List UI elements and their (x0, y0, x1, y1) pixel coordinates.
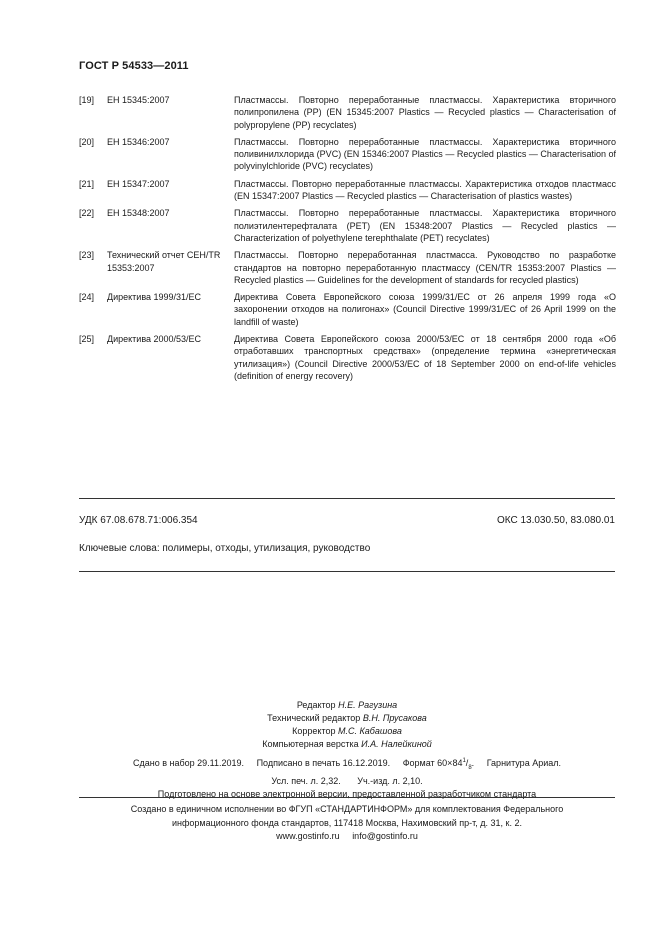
entry-code: Технический отчет СЕН/TR 15353:2007 (107, 250, 221, 273)
entry-code: ЕН 15347:2007 (107, 178, 170, 189)
credit-role: Технический редактор (267, 713, 361, 723)
entry-title: Пластмассы. Повторно переработанные пластмассы. Характеристика вторичного полиэтилентерефталата (PET) (EN 15348:2007 Plastics — Recycled plastics — Characterization of polyethylene terephthalate (PET) recyclates) (234, 208, 616, 243)
credit-role: Корректор (292, 726, 336, 736)
format-denominator: 8 (468, 764, 472, 771)
bibliography-entry (79, 291, 616, 328)
keywords-value: полимеры, отходы, утилизация, руководство (162, 543, 371, 554)
entry-number: [25] (79, 334, 95, 345)
entry-code: Директива 2000/53/ЕС (107, 334, 202, 345)
typeface: Гарнитура Ариал. (486, 758, 561, 768)
credit-name: И.А. Налейкиной (361, 739, 432, 749)
bibliography-entry (79, 94, 616, 131)
bibliography-entry (79, 249, 616, 286)
credit-line (79, 699, 615, 712)
entry-number: [20] (79, 136, 95, 147)
signed-date: Подписано в печать 16.12.2019. (256, 758, 391, 768)
entry-number: [22] (79, 208, 95, 219)
email-link[interactable]: info@gostinfo.ru (352, 831, 418, 841)
entry-code: ЕН 15346:2007 (107, 136, 170, 147)
credit-name: Н.Е. Рагузина (338, 700, 398, 710)
entry-number: [23] (79, 250, 95, 261)
credits-block (79, 699, 615, 751)
entry-code: Директива 1999/31/ЕС (107, 292, 202, 303)
submitted-date: Сдано в набор 29.11.2019. (133, 758, 245, 768)
entry-number: [19] (79, 95, 95, 105)
entry-title: Пластмассы. Повторно переработанные пластмассы. Характеристика отходов пластмасс (EN 15347:2007 Plastics — Recycled plastics — Characterisation of plastics wastes) (234, 178, 616, 202)
entry-title: Директива Совета Европейского союза 2000/53/ЕС от 18 сентября 2000 года «Об отработавших транспортных средствах» (определение термина «энергетическая утилизация») (Council Directive 2000/53/EC of 18 September 2000 on end-of-life vehicles (definition of energy recovery) (234, 334, 616, 381)
credit-role: Редактор (296, 700, 336, 710)
entry-title: Директива Совета Европейского союза 1999/31/ЕС от 26 апреля 1999 года «О захоронении отходов на полигонах» (Council Directive 1999/31/EC of 26 April 1999 on the landfill of waste) (234, 292, 616, 327)
entry-title: Пластмассы. Повторно переработанные пластмассы. Характеристика вторичного полипропилена (PP) (EN 15345:2007 Plastics — Recycled plastics — Characterisation of polypropylene (PP) recyclates) (234, 95, 616, 130)
bibliography-entry (79, 136, 616, 173)
udk-code: УДК 67.08.678.71:006.354 (79, 515, 198, 526)
print-sheets: Усл. печ. л. 2,32. (271, 775, 341, 786)
bibliography-entry (79, 207, 616, 244)
entry-number: [21] (79, 178, 95, 189)
credit-role: Компьютерная верстка (262, 739, 359, 749)
standard-code: ГОСТ Р 54533—2011 (79, 60, 189, 72)
entry-code: ЕН 15348:2007 (107, 208, 170, 219)
publisher-sheets: Уч.-изд. л. 2,10. (357, 775, 423, 786)
entry-number: [24] (79, 292, 95, 303)
publication-line (79, 755, 615, 775)
divider-line (79, 571, 615, 572)
credit-line (79, 725, 615, 738)
keywords-label: Ключевые слова: (79, 543, 160, 554)
entry-title: Пластмассы. Повторно переработанные пластмассы. Характеристика вторичного поливинилхлорида (PVC) (EN 15346:2007 Plastics — Recycled plastics — Characterisation of polyvinylchloride (PVC) recyclates) (234, 136, 616, 172)
footer-links (79, 830, 615, 844)
divider-line (79, 797, 615, 798)
divider-line (79, 498, 615, 499)
credit-line (79, 738, 615, 751)
format-prefix: Формат 60×84 (402, 758, 463, 768)
entry-code: ЕН 15345:2007 (107, 95, 170, 105)
bibliography-entry (79, 178, 616, 203)
oks-code: ОКС 13.030.50, 83.080.01 (496, 515, 615, 526)
paper-format: Формат $60\times 84^1/_8$. (402, 758, 475, 771)
footer-line: Создано в единичном исполнении во ФГУП «СТАНДАРТИНФОРМ» для комплектования Федерального (130, 804, 564, 814)
footer-line: информационного фонда стандартов, 117418 Москва, Нахимовский пр-т, д. 31, к. 2. (171, 817, 523, 828)
entry-title: Пластмассы. Повторно переработанная пластмасса. Руководство по разработке стандартов на повторно переработанную пластмассу (CEN/TR 15353:2007 Plastics — Recycled plastics — Guidelines for the development of standards for recycled plastics) (234, 250, 616, 285)
credit-name: М.С. Кабашова (338, 726, 402, 736)
keywords-line (79, 543, 370, 554)
credit-line (79, 712, 615, 725)
prepared-note: Подготовлено на основе электронной версии, предоставленной разработчиком стандарта (157, 788, 537, 799)
format-numerator: 1 (462, 758, 466, 764)
publisher-footer (79, 803, 615, 844)
website-link[interactable]: www.gostinfo.ru (276, 831, 340, 841)
bibliography-list (79, 94, 616, 387)
publication-line (79, 775, 615, 788)
publication-info (79, 755, 615, 801)
bibliography-entry (79, 333, 616, 382)
credit-name: В.Н. Прусакова (362, 713, 427, 723)
